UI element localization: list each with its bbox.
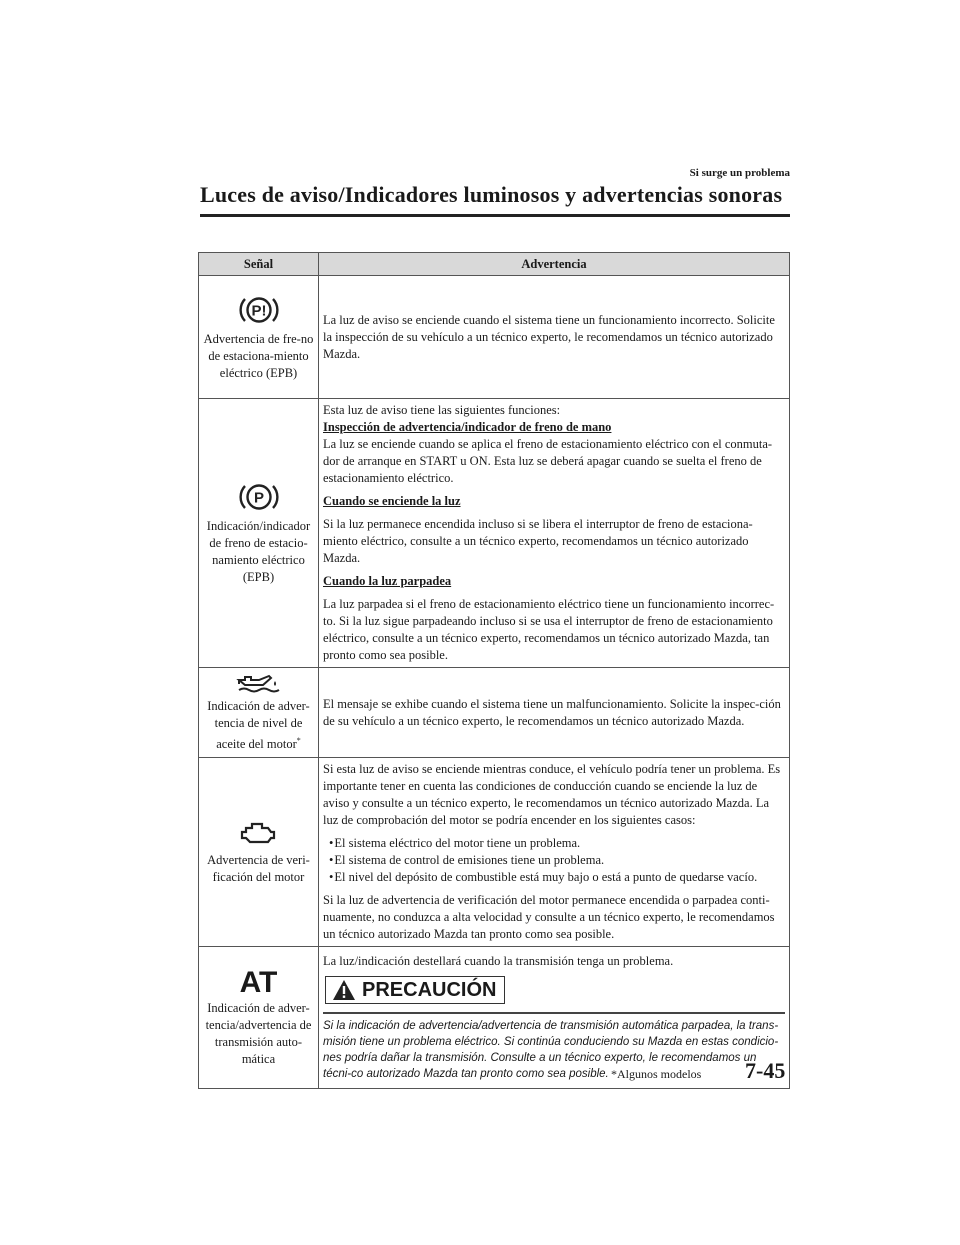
signal-label: Indicación de adver-tencia/advertencia de transmisión auto-mática: [205, 1000, 312, 1066]
svg-text:P: P: [253, 489, 264, 507]
table-header: [199, 253, 790, 276]
warning-text: La luz/indicación destellará cuando la transmisión tenga un problema.: [323, 954, 674, 969]
page-number: 7-45: [745, 1058, 786, 1083]
warning-intro: Esta luz de aviso tiene las siguientes funciones:: [323, 403, 561, 417]
warning-text: La luz de aviso se enciende cuando el sistema tiene un funcionamiento incorrecto. Solicite la inspección de su vehículo a un técnico experto, le recomendamos un técnico autorizado Mazda.: [323, 312, 775, 361]
warning-intro: Si esta luz de aviso se enciende mientras conduce, el vehículo podría tener un problema. Es importante tener en cuenta las condiciones de conducción cuando se enciende la luz de aviso y consulte a un técnico experto, le recomendamos un técnico autorizado Mazda. La luz de comprobación del motor se podría encender en los siguientes casos:: [323, 762, 781, 828]
warning-cell: [319, 668, 790, 758]
warning-lights-table: [198, 252, 790, 1089]
subheading: Inspección de advertencia/indicador de freno de mano: [323, 420, 612, 434]
footnote: *Algunos modelos: [611, 1067, 702, 1081]
caution-text: Si la indicación de advertencia/advertencia de transmisión automática parpadea, la trans-misión tiene un problema eléctrico. Si continúa conduciendo su Mazda en estas condicio-nes podría dañar la transmisión. Consulte a un técnico experto, le recomendamos un técni-co autorizado Mazda tan pronto como sea posible.: [323, 1012, 785, 1082]
table-row: [199, 758, 790, 947]
list-item: • El sistema eléctrico del motor tiene un problema.: [329, 835, 785, 852]
warning-cell: [319, 947, 790, 1089]
warning-cell: [319, 276, 790, 399]
title-rule: [200, 214, 790, 217]
signal-label: Indicación/indicador de freno de estacio-namiento eléctrico (EPB): [206, 519, 311, 584]
parking-brake-icon: [236, 480, 282, 514]
table-row: [199, 399, 790, 668]
caution-label: PRECAUCIÓN: [325, 976, 505, 1004]
signal-label: Indicación de adver-tencia de nivel de aceite del motor*: [207, 699, 310, 752]
signal-cell: [199, 668, 319, 758]
signal-cell: [199, 399, 319, 668]
col-signal-header: Señal: [199, 253, 319, 276]
col-warning-header: Advertencia: [319, 253, 790, 276]
epb-warning-icon: [236, 293, 282, 327]
signal-label: Advertencia de fre-no de estaciona-miento eléctrico (EPB): [203, 331, 314, 380]
warning-text: El mensaje se exhibe cuando el sistema tiene un malfuncionamiento. Solicite la inspec-ción de su vehículo a un técnico experto, le recomendamos un técnico autorizado Mazda.: [323, 696, 781, 728]
oil-level-icon: [235, 672, 283, 694]
warning-text: Si la luz permanece encendida incluso si se libera el interruptor de freno de estaciona-miento eléctrico, consulte a un técnico experto, recomendamos un técnico autorizado Mazda.: [323, 517, 753, 565]
warning-text: La luz parpadea si el freno de estacionamiento eléctrico tiene un funcionamiento incorrec-to. Si la luz sigue parpadeando incluso si se usa el interruptor de freno de estacionamiento eléctrico, consulte a un técnico experto, recomendamos un técnico autorizado Mazda, tan pronto como sea posible.: [323, 597, 775, 662]
list-item: • El nivel del depósito de combustible está muy bajo o está a punto de quedarse vacío.: [329, 869, 785, 886]
warning-text: Si la luz de advertencia de verificación del motor permanece encendida o parpadea conti-nuamente, no conduzca a alta velocidad y consulte a un técnico experto, le recomendamos un técnico autorizado Mazda tan pronto como sea posible.: [323, 893, 775, 942]
signal-cell: [199, 276, 319, 399]
list-item: • El sistema de control de emisiones tiene un problema.: [329, 852, 785, 869]
svg-text:P!: P!: [251, 302, 266, 319]
section-title: Si surge un problema: [689, 167, 790, 179]
signal-cell: [199, 758, 319, 947]
warning-text: La luz se enciende cuando se aplica el freno de estacionamiento eléctrico con el conmuta-dor de arranque en START u ON. Esta luz se deberá apagar cuando se suelta el freno de estacionamiento eléctrico.: [323, 437, 773, 485]
warning-cell: [319, 758, 790, 947]
warning-cell: [319, 399, 790, 668]
page-title: Luces de aviso/Indicadores luminosos y advertencias sonoras: [200, 182, 783, 207]
at-icon: AT: [239, 965, 278, 999]
bullet-list: [323, 835, 785, 886]
subheading: Cuando la luz parpadea: [323, 574, 452, 588]
table-row: [199, 668, 790, 758]
signal-cell: [199, 947, 319, 1089]
check-engine-icon: [236, 818, 282, 848]
signal-label: Advertencia de veri-ficación del motor: [207, 853, 310, 885]
caution-triangle-icon: [332, 979, 356, 1001]
table-row: [199, 276, 790, 399]
subheading: Cuando se enciende la luz: [323, 494, 461, 508]
